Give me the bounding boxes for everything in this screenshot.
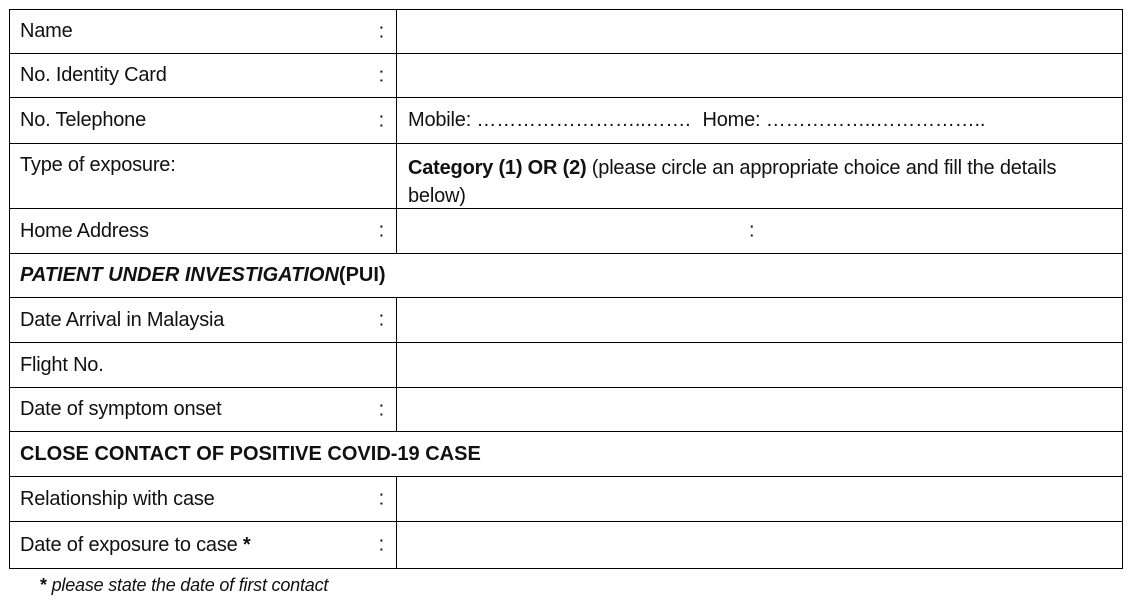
home-address-field[interactable]: [397, 209, 1122, 253]
relationship-field[interactable]: [397, 477, 1122, 521]
row-symptom-onset: [10, 388, 1122, 432]
flight-no-label: Flight No.: [20, 353, 104, 376]
symptom-onset-field[interactable]: [397, 388, 1122, 431]
exposure-date-label: Date of exposure to case: [20, 533, 243, 556]
row-exposure-type: [10, 144, 1122, 209]
close-contact-section-header: [10, 432, 1122, 476]
patient-form: [9, 9, 1123, 569]
exposure-date-colon: :: [378, 533, 384, 556]
row-name: [10, 10, 1122, 54]
flight-no-label-cell: [10, 343, 397, 387]
row-close-contact-section: [10, 432, 1122, 477]
symptom-onset-label-cell: [10, 388, 397, 431]
identity-card-label-cell: [10, 54, 397, 97]
row-relationship: [10, 477, 1122, 522]
name-label: Name: [20, 20, 73, 42]
identity-card-label: No. Identity Card: [20, 64, 167, 86]
identity-card-colon: :: [378, 64, 384, 86]
pui-section-header: [10, 254, 1122, 297]
arrival-date-colon: :: [378, 308, 384, 331]
arrival-date-label-cell: [10, 298, 397, 342]
mobile-field[interactable]: Mobile: ……………………..…….: [408, 109, 691, 131]
exposure-date-label-text: [20, 534, 251, 557]
footnote-star: *: [40, 575, 52, 595]
row-telephone: [10, 98, 1122, 144]
row-pui-section: [10, 254, 1122, 298]
exposure-type-label: Type of exposure:: [20, 154, 176, 176]
pui-suffix: (PUI): [338, 264, 386, 286]
row-identity-card: [10, 54, 1122, 98]
category-choice[interactable]: Category (1) OR (2): [408, 157, 587, 179]
symptom-onset-colon: :: [378, 398, 384, 420]
arrival-date-field[interactable]: [397, 298, 1122, 342]
relationship-label-cell: [10, 477, 397, 521]
close-contact-title: CLOSE CONTACT OF POSITIVE COVID-19 CASE: [20, 442, 481, 465]
exposure-date-field[interactable]: [397, 522, 1122, 568]
footnote-text: please state the date of first contact: [51, 575, 329, 595]
pui-title: PATIENT UNDER INVESTIGATION: [20, 264, 339, 286]
footnote: [40, 575, 328, 596]
home-address-label: Home Address: [20, 219, 149, 242]
exposure-date-label-cell: [10, 522, 397, 568]
identity-card-field[interactable]: [397, 54, 1122, 97]
row-arrival-date: [10, 298, 1122, 343]
exposure-type-field[interactable]: [397, 144, 1122, 208]
exposure-date-star: *: [242, 533, 251, 556]
telephone-label-cell: [10, 98, 397, 143]
name-label-cell: [10, 10, 397, 53]
symptom-onset-label: Date of symptom onset: [20, 398, 222, 420]
exposure-type-text: [408, 154, 1111, 210]
relationship-colon: :: [378, 487, 384, 510]
name-field[interactable]: [397, 10, 1122, 53]
row-flight-no: [10, 343, 1122, 388]
row-exposure-date: [10, 522, 1122, 568]
relationship-label: Relationship with case: [20, 487, 215, 510]
telephone-label: No. Telephone: [20, 109, 147, 131]
home-address-label-cell: [10, 209, 397, 253]
home-address-colon: :: [378, 219, 384, 242]
home-phone-field[interactable]: Home: ……………..……………..: [702, 109, 986, 131]
telephone-field[interactable]: [397, 98, 1122, 143]
telephone-colon: :: [378, 109, 384, 131]
home-address-value-colon: :: [749, 219, 755, 242]
exposure-type-label-cell: [10, 144, 397, 208]
arrival-date-label: Date Arrival in Malaysia: [20, 308, 225, 331]
flight-no-field[interactable]: [397, 343, 1122, 387]
row-home-address: [10, 209, 1122, 254]
exposure-instruction: (please circle an appropriate choice and fill the details below): [408, 157, 1057, 207]
name-colon: :: [378, 20, 384, 42]
